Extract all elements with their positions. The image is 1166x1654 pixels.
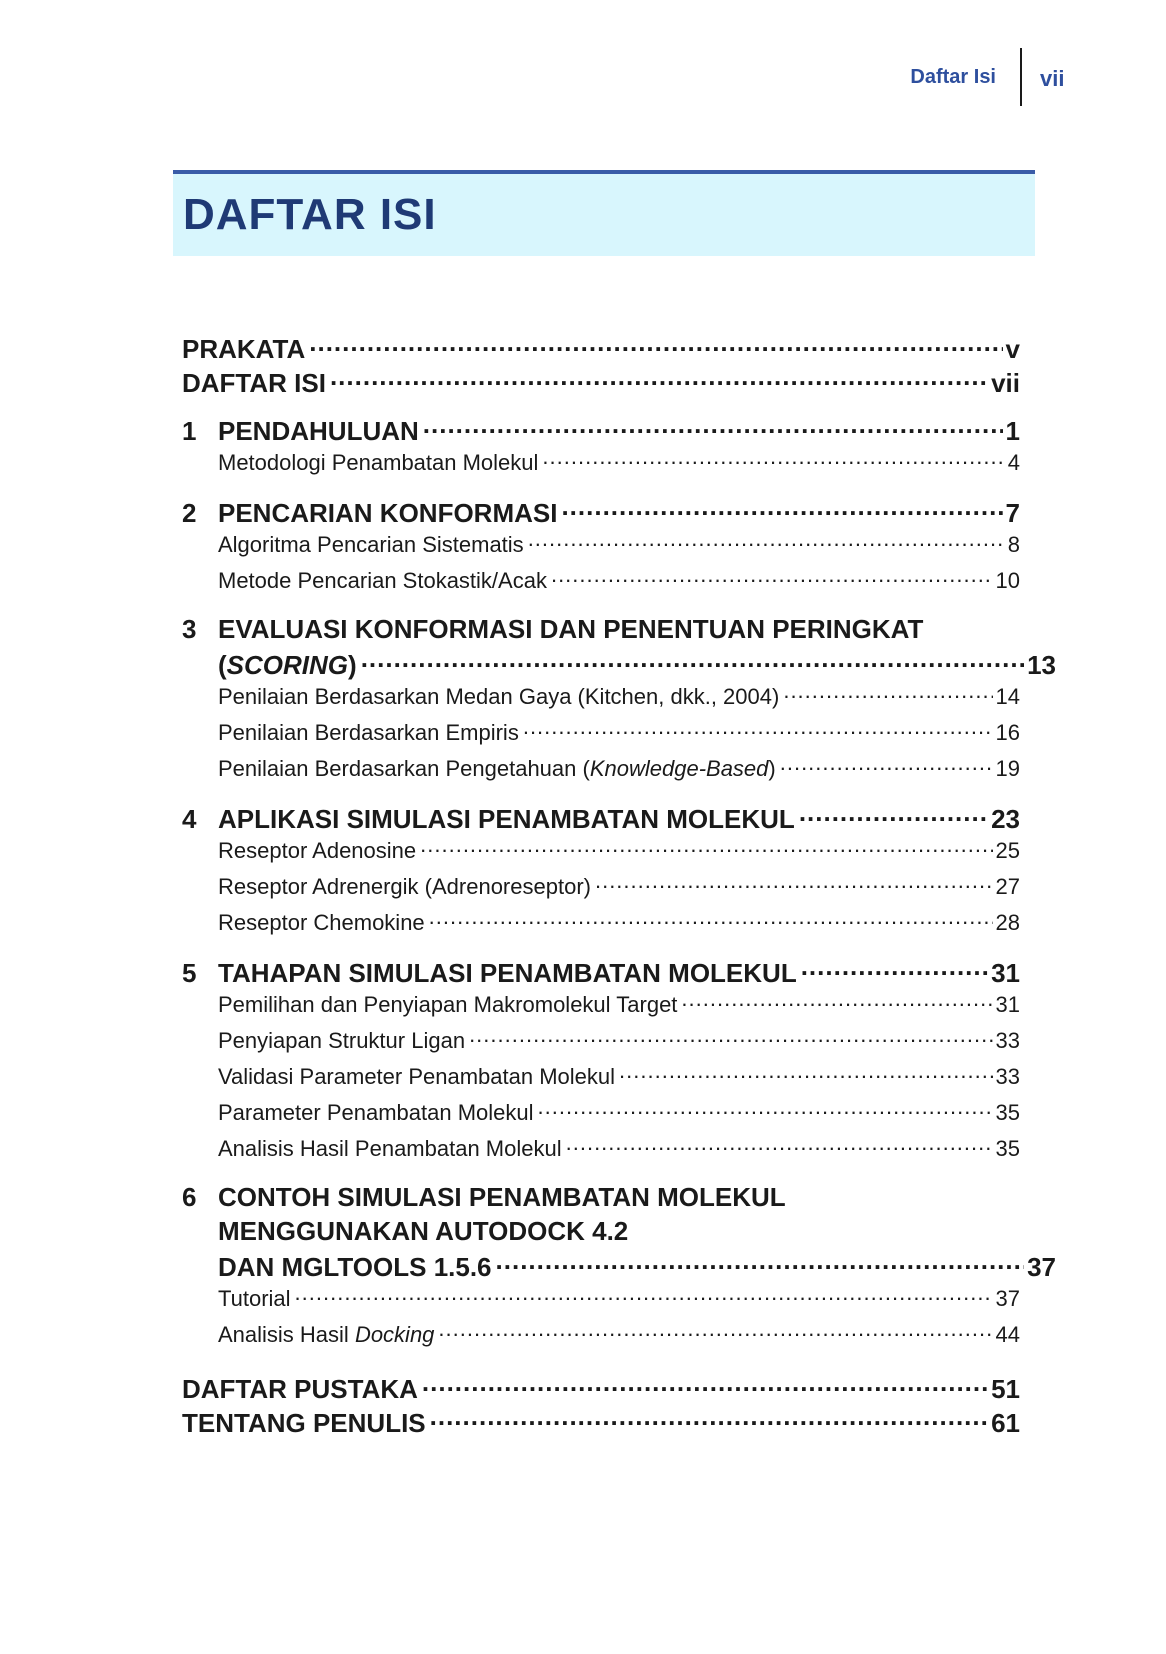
toc-entry-tentang-penulis[interactable] — [182, 1406, 1020, 1440]
toc-subentry[interactable] — [182, 1134, 1020, 1170]
chapter-number: 6 — [182, 1182, 197, 1212]
dot-leader — [538, 1098, 993, 1120]
subentry-label: Validasi Parameter Penambatan Molekul — [218, 1064, 616, 1089]
dot-leader — [429, 908, 993, 930]
subentry-label: Penilaian Berdasarkan Empiris — [218, 720, 519, 745]
subentry-label: Penilaian Berdasarkan Pengetahuan (Knowledge-Based) — [218, 756, 776, 781]
subentry-label: Pemilihan dan Penyiapan Makromolekul Target — [218, 992, 678, 1017]
chapter-page: 31 — [991, 958, 1020, 988]
subentry-page: 37 — [995, 1286, 1020, 1311]
dot-leader — [561, 496, 1002, 522]
toc-chapter-6-line-2[interactable] — [182, 1216, 1056, 1250]
subentry-label: Reseptor Chemokine — [218, 910, 425, 935]
toc-chapter-2[interactable] — [182, 496, 1020, 530]
subentry-page: 16 — [995, 720, 1020, 745]
toc-chapter-4[interactable] — [182, 802, 1020, 836]
subentry-page: 19 — [995, 756, 1020, 781]
toc-subentry[interactable] — [182, 718, 1020, 754]
toc-subentry[interactable] — [182, 754, 1020, 790]
chapter-title-line-3: DAN MGLTOOLS 1.5.6 — [218, 1252, 492, 1282]
dot-leader — [801, 956, 988, 982]
toc-entry-daftar-isi[interactable] — [182, 366, 1020, 400]
toc-entry-prakata[interactable] — [182, 332, 1020, 366]
chapter-number: 3 — [182, 614, 197, 644]
subentry-page: 14 — [995, 684, 1020, 709]
dot-leader — [309, 332, 1002, 358]
toc-subentry[interactable] — [182, 682, 1020, 718]
dot-leader — [361, 648, 1024, 674]
toc-chapter-6[interactable] — [182, 1182, 1020, 1216]
chapter-title-line-2: (SCORING) — [218, 650, 357, 680]
chapter-number: 2 — [182, 498, 197, 528]
toc-subentry[interactable] — [182, 1284, 1020, 1320]
subentry-label: Metode Pencarian Stokastik/Acak — [218, 568, 547, 593]
toc-subentry[interactable] — [182, 1098, 1020, 1134]
title-band — [173, 170, 1035, 256]
subentry-page: 27 — [995, 874, 1020, 899]
chapter-page: 23 — [991, 804, 1020, 834]
dot-leader — [799, 802, 988, 828]
dot-leader — [430, 1406, 988, 1432]
subentry-page: 8 — [1007, 532, 1020, 557]
toc-entry-label: DAFTAR PUSTAKA — [182, 1374, 418, 1404]
subentry-page: 33 — [995, 1028, 1020, 1053]
subentry-label: Metodologi Penambatan Molekul — [218, 450, 539, 475]
toc-subentry[interactable] — [182, 872, 1020, 908]
toc-entry-daftar-pustaka[interactable] — [182, 1372, 1020, 1406]
toc-entry-label: PRAKATA — [182, 334, 306, 364]
toc-subentry[interactable] — [182, 990, 1020, 1026]
toc-entry-label: DAFTAR ISI — [182, 368, 326, 398]
toc-entry-label: TENTANG PENULIS — [182, 1408, 426, 1438]
chapter-number: 4 — [182, 804, 197, 834]
subentry-label: Analisis Hasil Penambatan Molekul — [218, 1136, 562, 1161]
running-head-section: Daftar Isi — [910, 66, 996, 88]
table-of-contents — [182, 332, 1056, 1440]
subentry-page: 25 — [995, 838, 1020, 863]
toc-subentry[interactable] — [182, 1062, 1020, 1098]
dot-leader — [420, 836, 992, 858]
chapter-page: 1 — [1005, 416, 1020, 446]
chapter-number: 5 — [182, 958, 197, 988]
subentry-page: 35 — [995, 1100, 1020, 1125]
subentry-label: Tutorial — [218, 1286, 291, 1311]
toc-chapter-3-line-2[interactable] — [182, 648, 1056, 682]
subentry-page: 44 — [995, 1322, 1020, 1347]
running-head-divider — [1020, 48, 1022, 106]
chapter-title-line-2: MENGGUNAKAN AUTODOCK 4.2 — [218, 1216, 629, 1246]
subentry-page: 10 — [995, 568, 1020, 593]
dot-leader — [566, 1134, 993, 1156]
subentry-label: Reseptor Adrenergik (Adrenoreseptor) — [218, 874, 591, 899]
dot-leader — [542, 448, 1004, 470]
dot-leader — [595, 872, 993, 894]
subentry-page: 4 — [1007, 450, 1020, 475]
chapter-page: 13 — [1027, 650, 1056, 680]
toc-chapter-3[interactable] — [182, 614, 1020, 648]
toc-chapter-1[interactable] — [182, 414, 1020, 448]
toc-subentry[interactable] — [182, 1026, 1020, 1062]
running-head — [0, 48, 1166, 108]
toc-subentry[interactable] — [182, 448, 1020, 484]
dot-leader — [330, 366, 988, 392]
toc-entry-page: 61 — [991, 1408, 1020, 1438]
dot-leader — [523, 718, 993, 740]
chapter-title: PENDAHULUAN — [218, 416, 419, 446]
toc-entry-page: 51 — [991, 1374, 1020, 1404]
chapter-page: 7 — [1005, 498, 1020, 528]
chapter-title-line-1: EVALUASI KONFORMASI DAN PENENTUAN PERINGKAT — [218, 614, 924, 644]
dot-leader — [295, 1284, 993, 1306]
chapter-number: 1 — [182, 416, 197, 446]
toc-subentry[interactable] — [182, 530, 1020, 566]
dot-leader — [681, 990, 992, 1012]
toc-entry-page: vii — [991, 368, 1020, 398]
subentry-label: Analisis Hasil Docking — [218, 1322, 435, 1347]
toc-chapter-6-line-3[interactable] — [182, 1250, 1056, 1284]
page-title: DAFTAR ISI — [183, 190, 437, 239]
page-number: vii — [1040, 66, 1065, 91]
chapter-title: APLIKASI SIMULASI PENAMBATAN MOLEKUL — [218, 804, 795, 834]
subentry-page: 35 — [995, 1136, 1020, 1161]
toc-entry-page: v — [1005, 334, 1020, 364]
dot-leader — [422, 1372, 988, 1398]
dot-leader — [619, 1062, 992, 1084]
subentry-page: 33 — [995, 1064, 1020, 1089]
subentry-page: 28 — [995, 910, 1020, 935]
toc-subentry[interactable] — [182, 566, 1020, 602]
subentry-label: Penilaian Berdasarkan Medan Gaya (Kitchen, dkk., 2004) — [218, 684, 780, 709]
dot-leader — [528, 530, 1005, 552]
dot-leader — [496, 1250, 1025, 1276]
chapter-title: TAHAPAN SIMULASI PENAMBATAN MOLEKUL — [218, 958, 797, 988]
dot-leader — [780, 754, 993, 776]
dot-leader — [438, 1320, 992, 1342]
toc-subentry[interactable] — [182, 1320, 1020, 1356]
toc-subentry[interactable] — [182, 908, 1020, 944]
subentry-label: Parameter Penambatan Molekul — [218, 1100, 534, 1125]
toc-subentry[interactable] — [182, 836, 1020, 872]
dot-leader — [551, 566, 993, 588]
subentry-label: Algoritma Pencarian Sistematis — [218, 532, 524, 557]
chapter-page: 37 — [1027, 1252, 1056, 1282]
chapter-title-line-1: CONTOH SIMULASI PENAMBATAN MOLEKUL — [218, 1182, 786, 1212]
dot-leader — [469, 1026, 992, 1048]
subentry-page: 31 — [995, 992, 1020, 1017]
subentry-label: Reseptor Adenosine — [218, 838, 417, 863]
subentry-label: Penyiapan Struktur Ligan — [218, 1028, 466, 1053]
toc-chapter-5[interactable] — [182, 956, 1020, 990]
chapter-title: PENCARIAN KONFORMASI — [218, 498, 558, 528]
dot-leader — [423, 414, 1003, 440]
dot-leader — [783, 682, 992, 704]
